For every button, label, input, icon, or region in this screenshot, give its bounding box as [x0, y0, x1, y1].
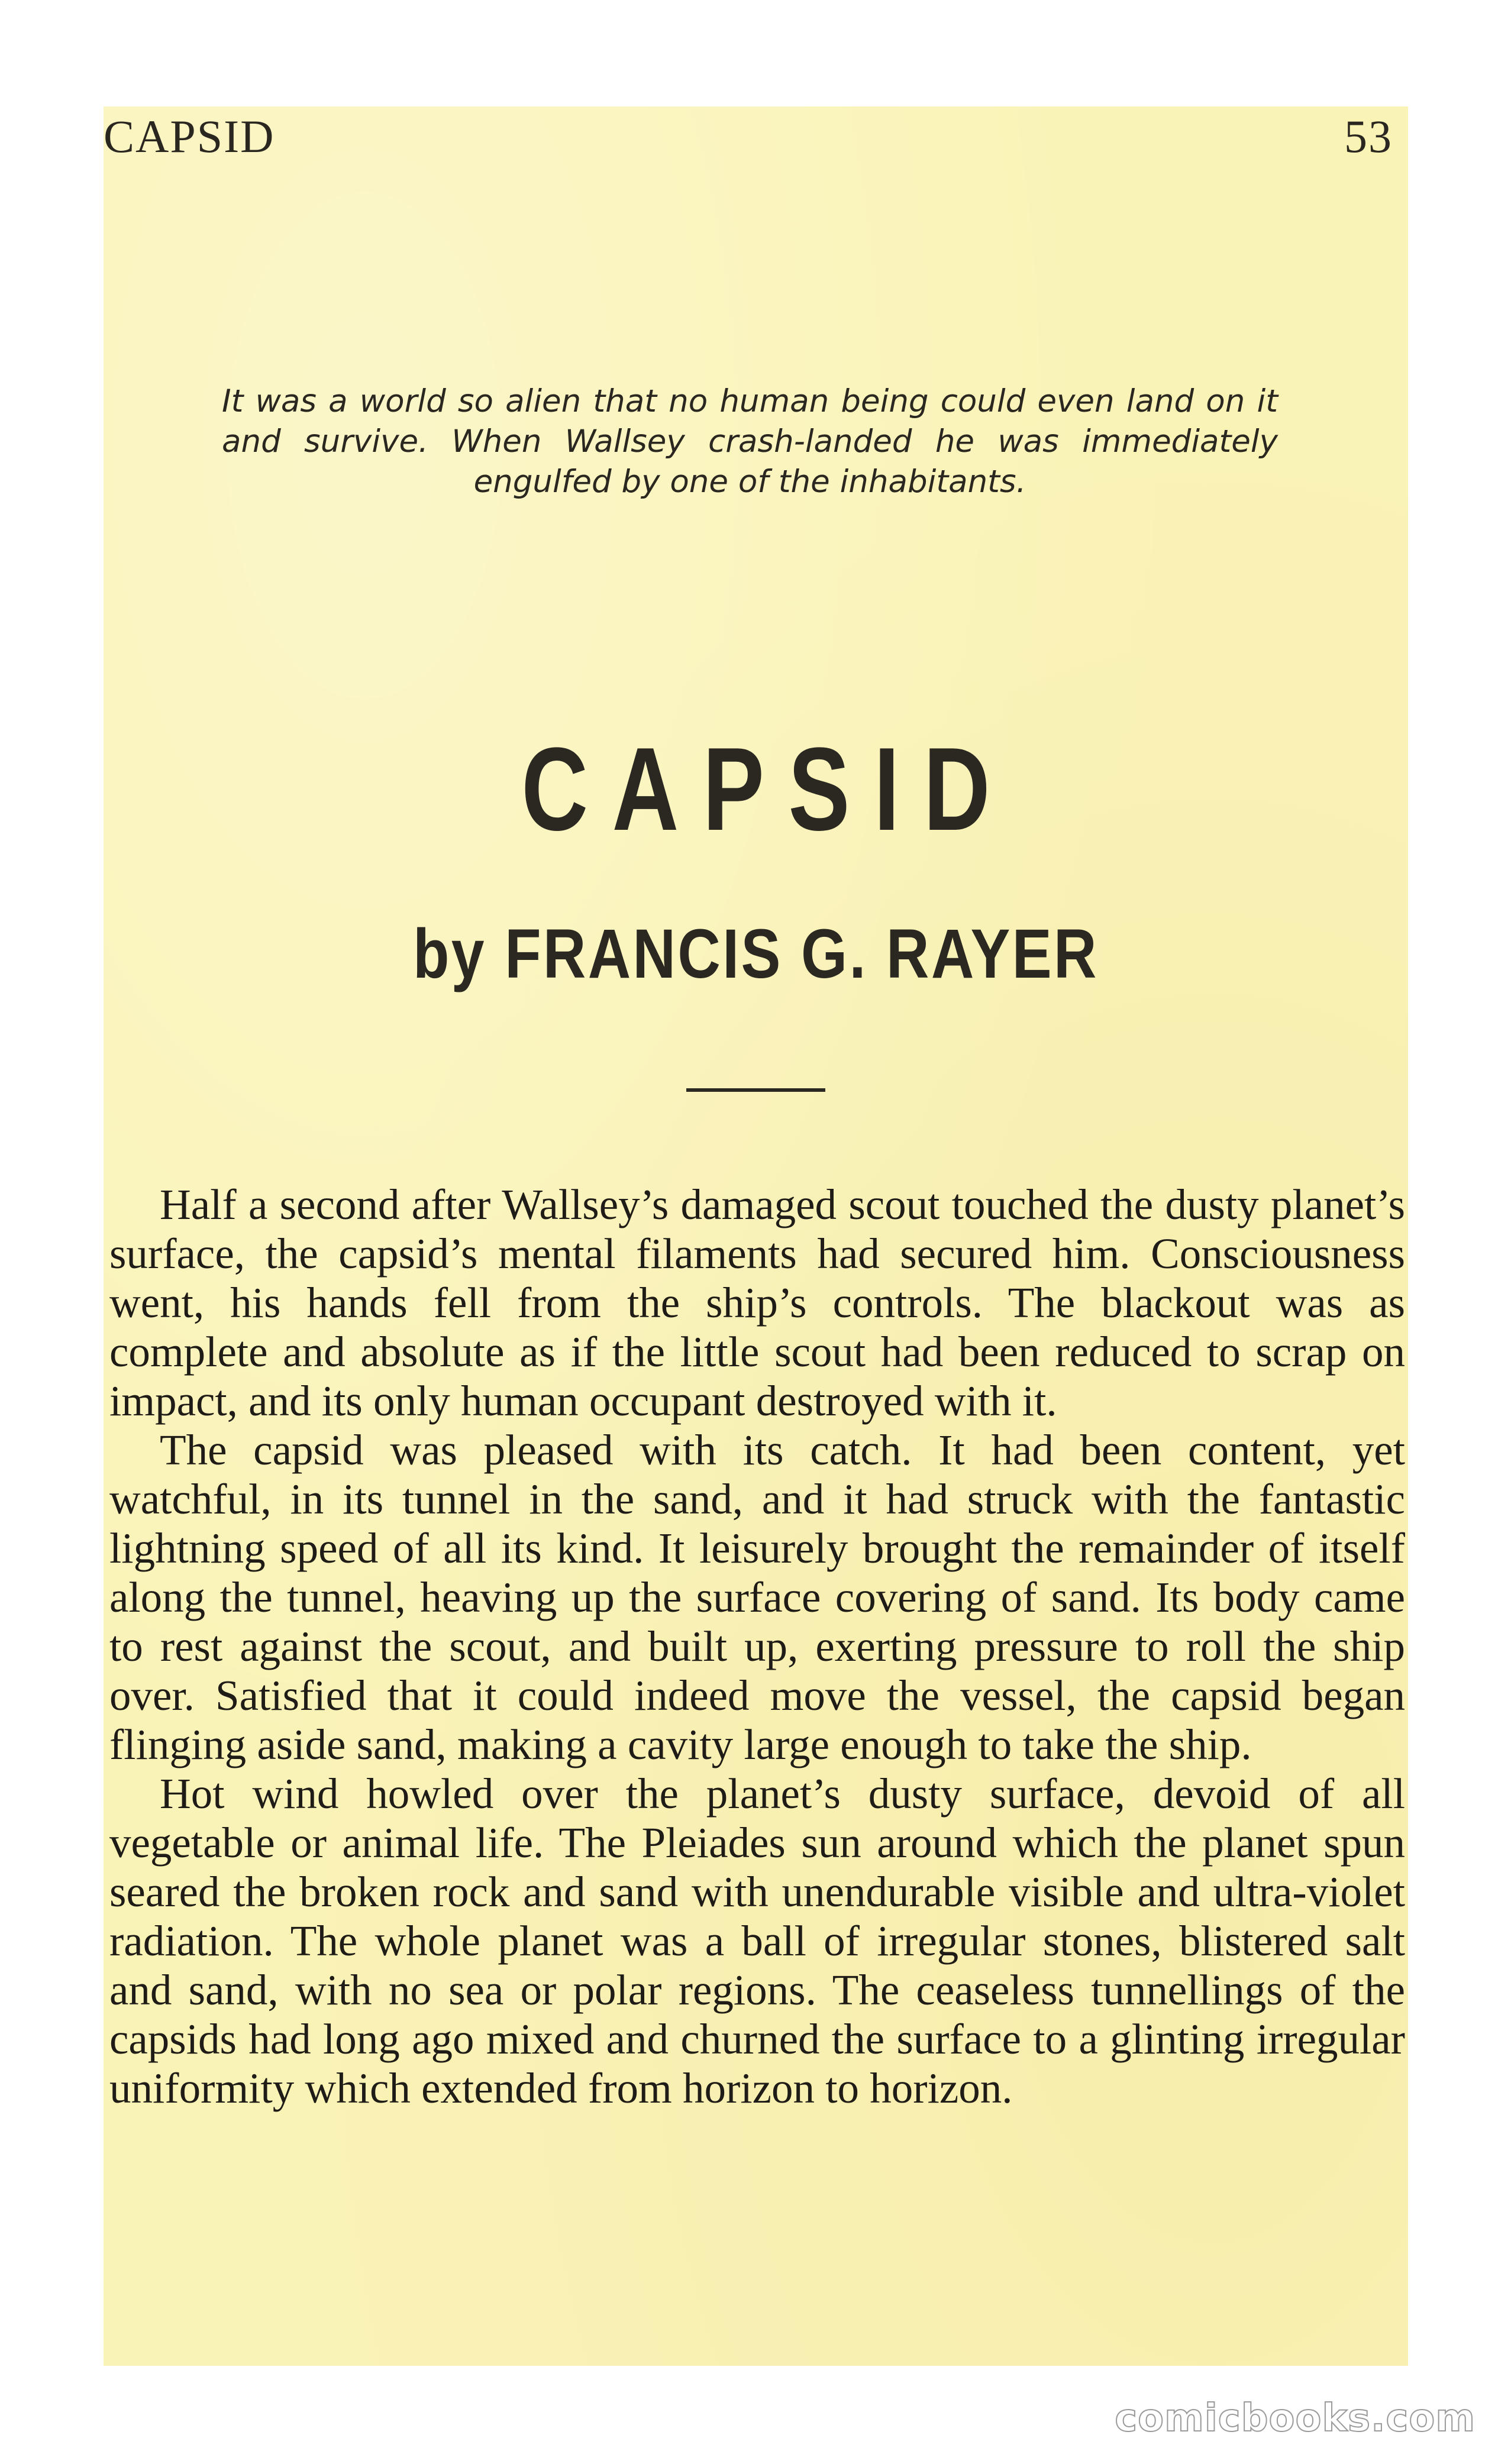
story-blurb: It was a world so alien that no human being could even land on it and survive. When Wallsey crash-landed he was immediately engulfed by one of the inhabitants.	[222, 383, 1278, 500]
paragraph: The capsid was pleased with its catch. It had been content, yet watchful, in its tunnel in the sand, and it had struck with the fantastic lightning speed of all its kind. It leisurely brought the remainder of itself along the tunnel, heaving up the surface covering of sand. Its body came to rest against the scout, and built up, exerting pressure to roll the ship over. Satisfied that it could indeed move the vessel, the capsid began flinging aside sand, making a cavity large enough to take the ship.	[109, 1426, 1405, 1768]
story-title: CAPSID	[521, 723, 1015, 855]
watermark-logo: comicbooks.com	[1115, 2397, 1476, 2440]
page-number: 53	[1344, 111, 1393, 162]
byline: by FRANCIS G. RAYER	[413, 915, 1099, 993]
paragraph: Hot wind howled over the planet’s dusty surface, devoid of all vegetable or animal life. The Pleiades sun around which the planet spun seared the broken rock and sand with unendurable visible and ultra-violet radiation. The whole planet was a ball of irregular stones, blistered salt and sand, with no sea or polar regions. The ceaseless tunnellings of the capsids had long ago mixed and churned the surface to a glinting irregular uniformity which extended from horizon to horizon.	[109, 1770, 1405, 2112]
title-divider	[686, 1088, 825, 1092]
story-body	[109, 1180, 1405, 2113]
paragraph: Half a second after Wallsey’s damaged scout touched the dusty planet’s surface, the capsid’s mental filaments had secured him. Consciousness went, his hands fell from the ship’s controls. The blackout was as complete and absolute as if the little scout had been reduced to scrap on impact, and its only human occupant destroyed with it.	[109, 1181, 1405, 1425]
running-title: CAPSID	[104, 111, 275, 162]
